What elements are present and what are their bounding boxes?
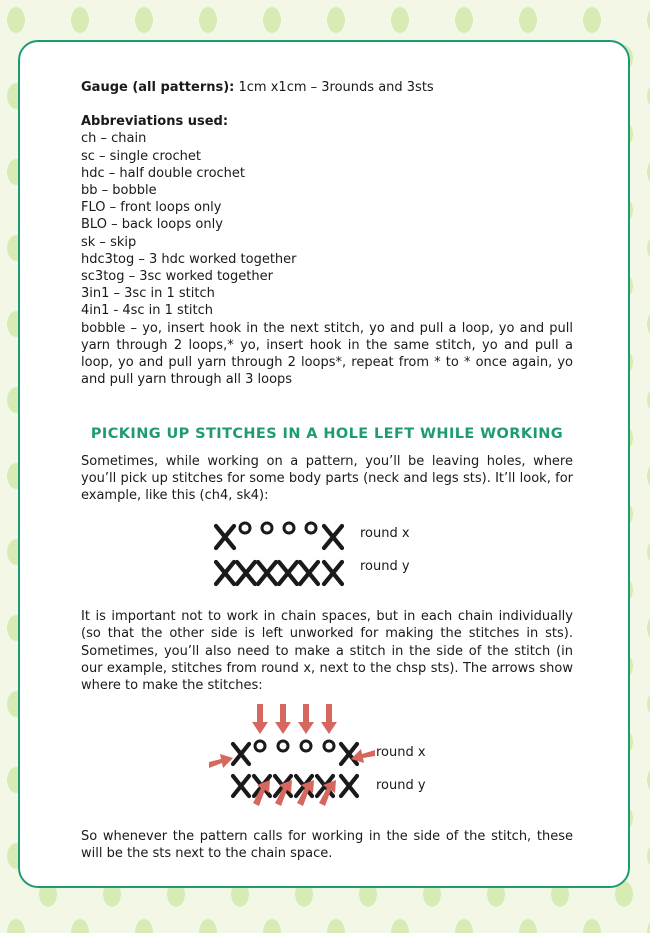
sc-stitch-mark [237,562,255,584]
chain-stitch-mark [240,523,250,533]
abbreviation-item: 4in1 - 4sc in 1 stitch [81,303,214,319]
abbreviations-heading: Abbreviations used: [81,114,229,130]
abbreviation-item: sc3tog – 3sc worked together [81,269,273,285]
sc-stitch-mark [341,776,357,796]
abbreviation-item: sc – single crochet [81,148,201,164]
abbreviation-item: sk – skip [81,234,137,250]
paragraph-conclusion: So whenever the pattern calls for working in the side of the stitch, these will be the sts next to the chain space. [81,829,573,862]
chain-stitch-mark [262,523,272,533]
sc-stitch-mark [324,526,342,548]
chain-stitch-mark [255,741,265,751]
chain-stitch-mark [324,741,334,751]
sc-stitch-mark [324,562,342,584]
gauge-line [81,79,573,96]
paragraph-explanation: It is important not to work in chain spaces, but in each chain individually (so that the other side is left unworked for making the stitches in sts). Sometimes, you’ll also need to make a stitch in the side of the stitch (in our example, stitches from round x, next to the chsp sts). The arrows show where to make the stitches: [81,609,573,694]
round-x-label: round x [360,526,410,542]
diagram-hole [212,510,442,602]
arrow-down [275,704,291,734]
sc-stitch-mark [216,562,234,584]
abbreviation-list [81,130,573,319]
abbreviation-item: hdc3tog – 3 hdc worked together [81,251,297,267]
paragraph-intro: Sometimes, while working on a pattern, you’ll be leaving holes, where you’ll pick up stitches for some body parts (neck and legs sts). It’ll look, for example, like this (ch4, sk4): [81,453,573,504]
abbreviation-item: BLO – back loops only [81,217,223,233]
arrow-right [209,754,233,768]
page-content [81,79,573,863]
chain-stitch-mark [306,523,316,533]
sc-stitch-mark [233,776,249,796]
sc-stitch-mark [216,526,234,548]
diagram-arrows [207,700,447,818]
gauge-value: 1cm x1cm – 3rounds and 3sts [238,80,434,95]
round-y-label: round y [360,559,410,575]
sc-stitch-mark [300,562,318,584]
chain-stitch-mark [278,741,288,751]
bobble-definition: bobble – yo, insert hook in the next stitch, yo and pull a loop, yo and pull yarn through 2 loops,* yo, insert hook in the same stitch, yo and pull a loop, yo and pull yarn through 2 loops*, repeat from * to * once again, yo and pull yarn through all 3 loops [81,320,573,388]
arrow-down [252,704,268,734]
abbreviation-item: ch – chain [81,131,147,147]
sc-stitch-mark [233,744,249,764]
abbreviation-item: 3in1 – 3sc in 1 stitch [81,286,215,302]
round-x-label: round x [376,745,426,761]
abbreviation-item: bb – bobble [81,183,157,199]
arrow-down [298,704,314,734]
abbreviation-item: hdc – half double crochet [81,165,246,181]
abbreviation-item: FLO – front loops only [81,200,222,216]
arrow-down [321,704,337,734]
chain-stitch-mark [301,741,311,751]
chain-stitch-mark [284,523,294,533]
round-y-label: round y [376,778,426,794]
gauge-label: Gauge (all patterns): [81,80,235,95]
sc-stitch-mark [341,744,357,764]
sc-stitch-mark [258,562,276,584]
sc-stitch-mark [279,562,297,584]
section-heading: PICKING UP STITCHES IN A HOLE LEFT WHILE WORKING [90,426,564,443]
